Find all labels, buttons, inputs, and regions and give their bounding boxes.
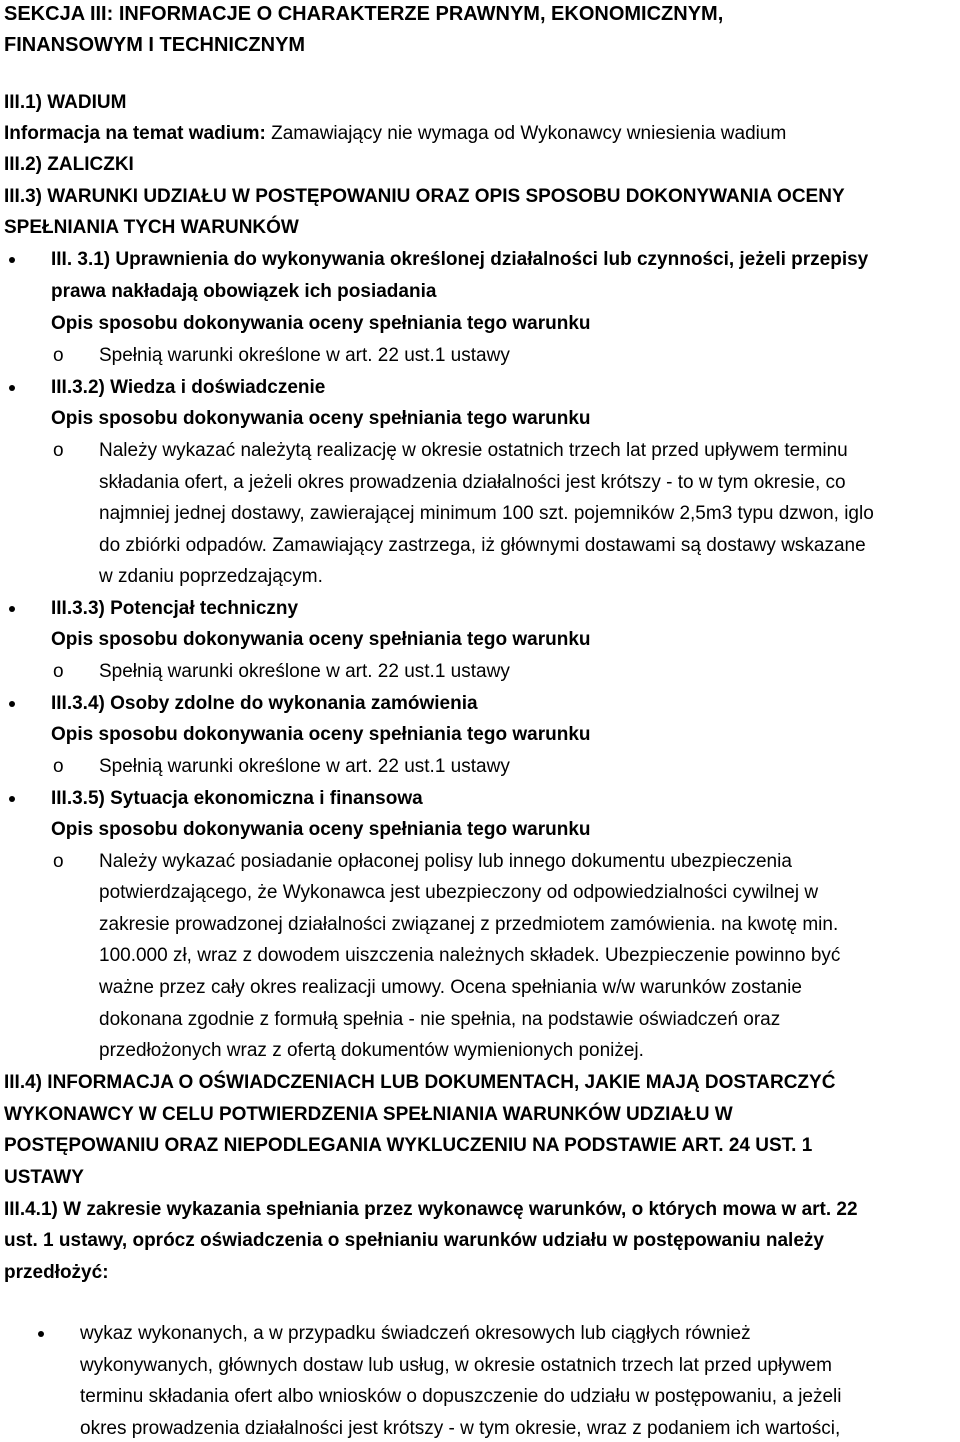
item1-sub: Spełnią warunki określone w art. 22 ust.1 ustawy: [99, 345, 510, 366]
circle-bullet-icon: o: [53, 661, 64, 682]
item3-title: III.3.3) Potencjał techniczny: [51, 598, 299, 619]
wadium-heading: III.1) WADIUM: [4, 92, 127, 113]
item5-sub-line: zakresie prowadzonej działalności związanej z przedmiotem zamówienia. na kwotę min.: [99, 914, 839, 935]
item1-title-line2: prawa nakładają obowiązek ich posiadania: [51, 281, 437, 302]
bullet-icon: [9, 796, 15, 802]
item2-sub-line: w zdaniu poprzedzającym.: [99, 566, 323, 587]
warunki-heading-line2: SPEŁNIANIA TYCH WARUNKÓW: [4, 217, 299, 238]
warunki-heading-line1: III.3) WARUNKI UDZIAŁU W POSTĘPOWANIU ORAZ OPIS SPOSOBU DOKONYWANIA OCENY: [4, 186, 845, 207]
subheading-line: ust. 1 ustawy, oprócz oświadczenia o spełnianiu warunków udziału w postępowaniu należy: [4, 1230, 824, 1251]
subheading-line: III.4.1) W zakresie wykazania spełniania przez wykonawcę warunków, o których mowa w art. 22: [4, 1199, 858, 1220]
item2-sub-line: Należy wykazać należytą realizację w okresie ostatnich trzech lat przed upływem terminu: [99, 440, 848, 461]
item1-opis: Opis sposobu dokonywania oceny spełniania tego warunku: [51, 313, 591, 334]
item2-opis: Opis sposobu dokonywania oceny spełniania tego warunku: [51, 408, 591, 429]
bullet-icon: [9, 257, 15, 263]
wadium-label: Informacja na temat wadium:: [4, 123, 266, 144]
wadium-info: [4, 123, 786, 145]
wadium-text: Zamawiający nie wymaga od Wykonawcy wniesienia wadium: [265, 123, 787, 144]
section-title-line1: SEKCJA III: INFORMACJE O CHARAKTERZE PRAWNYM, EKONOMICZNYM,: [4, 3, 724, 25]
informacja-heading-line: WYKONAWCY W CELU POTWIERDZENIA SPEŁNIANIA WARUNKÓW UDZIAŁU W: [4, 1104, 733, 1125]
item2-sub-line: najmniej jednej dostawy, zawierającej minimum 100 szt. pojemników 2,5m3 typu dzwon, iglo: [99, 503, 874, 524]
item2-sub-line: składania ofert, a jeżeli okres prowadzenia działalności jest krótszy - to w tym okresie, co: [99, 472, 846, 493]
list-item-line: okres prowadzenia działalności jest krótszy - w tym okresie, wraz z podaniem ich wartości,: [80, 1418, 841, 1439]
bullet-icon: [38, 1331, 44, 1337]
item5-sub-line: potwierdzającego, że Wykonawca jest ubezpieczony od odpowiedzialności cywilnej w: [99, 882, 819, 903]
item5-sub-line: 100.000 zł, wraz z dowodem uiszczenia należnych składek. Ubezpieczenie powinno być: [99, 945, 841, 966]
circle-bullet-icon: o: [53, 851, 64, 872]
list-item-line: wykonywanych, głównych dostaw lub usług, w okresie ostatnich trzech lat przed upływem: [80, 1355, 832, 1376]
item4-sub: Spełnią warunki określone w art. 22 ust.1 ustawy: [99, 756, 510, 777]
list-item-line: wykaz wykonanych, a w przypadku świadczeń okresowych lub ciągłych również: [80, 1323, 751, 1344]
item5-sub-line: dokonana zgodnie z formułą spełnia - nie spełnia, na podstawie oświadczeń oraz: [99, 1009, 781, 1030]
list-item-line: terminu składania ofert albo wniosków o dopuszczenie do udziału w postępowaniu, a jeżeli: [80, 1386, 842, 1407]
item5-title: III.3.5) Sytuacja ekonomiczna i finansowa: [51, 788, 423, 809]
bullet-icon: [9, 701, 15, 707]
item5-sub-line: ważne przez cały okres realizacji umowy. Ocena spełniania w/w warunków zostanie: [99, 977, 802, 998]
item5-sub-line: przedłożonych wraz z ofertą dokumentów wymienionych poniżej.: [99, 1040, 644, 1061]
item5-sub-line: Należy wykazać posiadanie opłaconej polisy lub innego dokumentu ubezpieczenia: [99, 851, 792, 872]
zaliczki-heading: III.2) ZALICZKI: [4, 154, 134, 175]
item2-sub-line: do zbiórki odpadów. Zamawiający zastrzega, iż głównymi dostawami są dostawy wskazane: [99, 535, 866, 556]
section-title-line2: FINANSOWYM I TECHNICZNYM: [4, 34, 306, 56]
informacja-heading-line: USTAWY: [4, 1167, 84, 1188]
informacja-heading-line: III.4) INFORMACJA O OŚWIADCZENIACH LUB DOKUMENTACH, JAKIE MAJĄ DOSTARCZYĆ: [4, 1072, 836, 1093]
circle-bullet-icon: o: [53, 756, 64, 777]
bullet-icon: [9, 606, 15, 612]
informacja-heading-line: POSTĘPOWANIU ORAZ NIEPODLEGANIA WYKLUCZENIU NA PODSTAWIE ART. 24 UST. 1: [4, 1135, 813, 1156]
item5-opis: Opis sposobu dokonywania oceny spełniania tego warunku: [51, 819, 591, 840]
item4-opis: Opis sposobu dokonywania oceny spełniania tego warunku: [51, 724, 591, 745]
subheading-line: przedłożyć:: [4, 1262, 109, 1283]
bullet-icon: [9, 385, 15, 391]
circle-bullet-icon: o: [53, 440, 64, 461]
item3-sub: Spełnią warunki określone w art. 22 ust.1 ustawy: [99, 661, 510, 682]
item4-title: III.3.4) Osoby zdolne do wykonania zamówienia: [51, 693, 478, 714]
item1-title-line1: III. 3.1) Uprawnienia do wykonywania określonej działalności lub czynności, jeżeli przepisy: [51, 249, 869, 270]
item2-title: III.3.2) Wiedza i doświadczenie: [51, 377, 326, 398]
circle-bullet-icon: o: [53, 345, 64, 366]
item3-opis: Opis sposobu dokonywania oceny spełniania tego warunku: [51, 629, 591, 650]
